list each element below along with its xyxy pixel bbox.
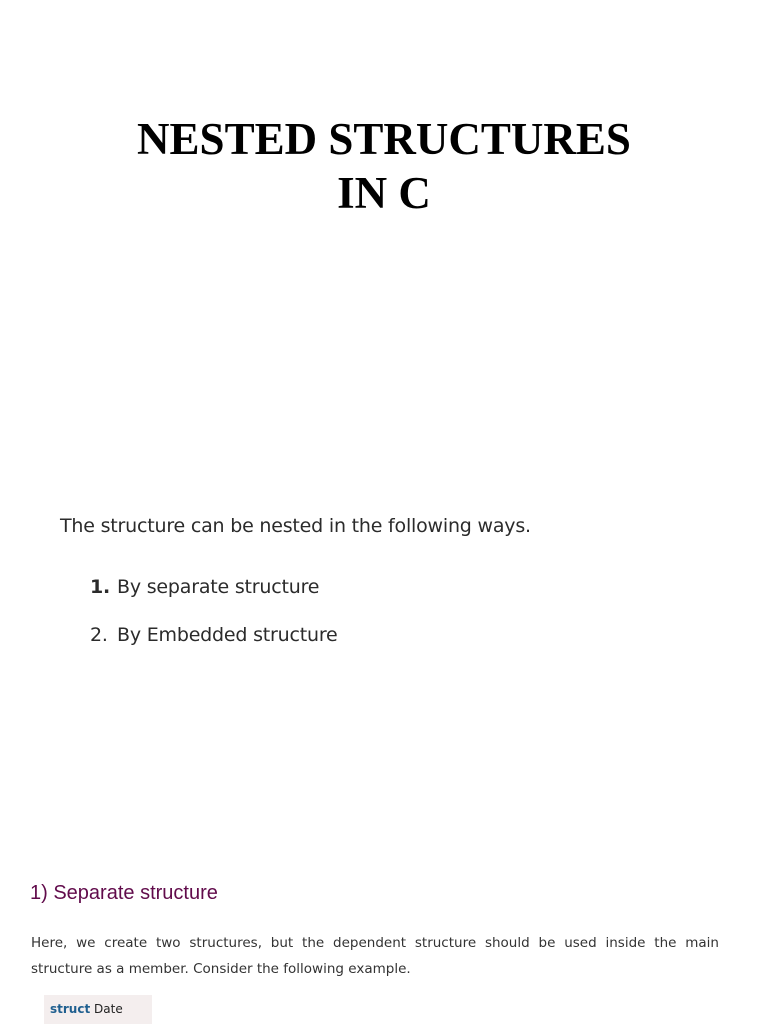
title-line-1: NESTED STRUCTURES — [137, 114, 631, 164]
title-line-2: IN C — [337, 168, 431, 218]
list-item — [90, 621, 338, 669]
list-label: By separate structure — [117, 576, 320, 598]
intro-text: The structure can be nested in the following ways. — [60, 515, 531, 537]
code-identifier: Date — [94, 1002, 123, 1016]
nesting-ways-list — [90, 573, 338, 669]
section-heading: 1) Separate structure — [30, 882, 218, 904]
list-number: 2. — [90, 624, 108, 646]
page-title — [0, 112, 768, 220]
list-number: 1. — [90, 576, 111, 598]
code-block — [44, 995, 152, 1024]
section-paragraph: Here, we create two structures, but the dependent structure should be used inside the main structure as a member. Consider the following example. — [31, 935, 719, 977]
code-keyword: struct — [50, 1002, 91, 1016]
list-label: By Embedded structure — [117, 624, 338, 646]
list-item — [90, 573, 338, 621]
